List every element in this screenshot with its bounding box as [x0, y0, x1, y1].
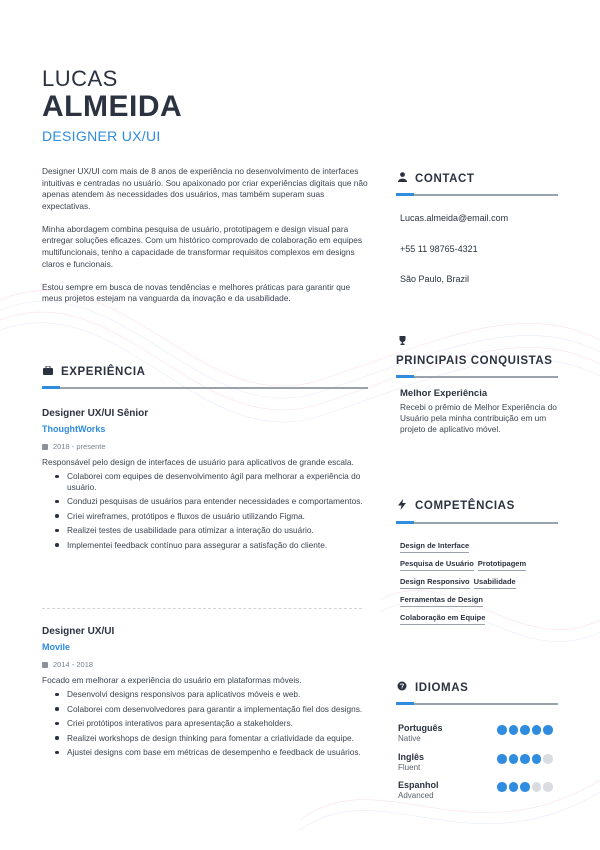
last-name: ALMEIDA — [42, 90, 183, 123]
lightning-icon — [396, 499, 408, 513]
rating-dot-filled — [497, 725, 507, 735]
job-bullet: Desenvolvi designs responsivos para aplicativos móveis e web. — [54, 689, 368, 700]
skill-tag: Pesquisa de Usuário — [400, 559, 474, 571]
experience-section-header — [42, 366, 368, 389]
first-name: LUCAS — [42, 66, 118, 91]
job-dates — [42, 442, 368, 451]
contact-location: São Paulo, Brazil — [400, 274, 470, 284]
summary-section — [42, 166, 368, 316]
trophy-icon — [398, 332, 558, 350]
experience-heading: EXPERIÊNCIA — [61, 366, 146, 378]
briefcase-icon — [42, 366, 54, 378]
globe-icon — [396, 681, 408, 694]
section-divider — [396, 521, 558, 524]
job-separator — [42, 608, 362, 609]
job-company: ThoughtWorks — [42, 424, 106, 434]
achievement-title: Melhor Experiência — [400, 388, 488, 399]
rating-dot-empty — [543, 782, 553, 792]
language-name: Inglês — [398, 752, 425, 762]
calendar-icon — [42, 444, 48, 450]
job-bullet: Ajustei designs com base em métricas de desempenho e feedback de usuários. — [54, 747, 368, 758]
language-item — [398, 780, 558, 800]
rating-dot-filled — [497, 754, 507, 764]
language-level: Fluent — [398, 763, 421, 772]
job-role: Designer UX/UI — [42, 626, 115, 637]
skill-tag: Ferramentas de Design — [400, 595, 483, 607]
language-rating — [497, 754, 555, 764]
language-name: Português — [398, 723, 443, 733]
skills-heading: COMPETÊNCIAS — [415, 500, 515, 512]
language-item — [398, 723, 558, 743]
job-entry — [42, 626, 368, 762]
calendar-icon — [42, 662, 48, 668]
rating-dot-filled — [520, 782, 530, 792]
skill-tag: Prototipagem — [478, 559, 526, 571]
achievements-heading: PRINCIPAIS CONQUISTAS — [396, 355, 553, 367]
contact-phone[interactable]: +55 11 98765-4321 — [400, 244, 478, 254]
rating-dot-filled — [543, 725, 553, 735]
skill-tag: Design de Interface — [400, 541, 469, 553]
rating-dot-filled — [509, 782, 519, 792]
job-entry — [42, 408, 368, 554]
languages-heading: IDIOMAS — [415, 681, 469, 694]
rating-dot-filled — [520, 754, 530, 764]
section-divider — [42, 386, 368, 389]
job-bullet: Realizei testes de usabilidade para otimizar a interação do usuário. — [54, 525, 368, 536]
rating-dot-filled — [532, 725, 542, 735]
section-divider — [396, 375, 558, 378]
contact-section-header — [396, 172, 558, 196]
rating-dot-empty — [532, 782, 542, 792]
job-bullet: Conduzi pesquisas de usuários para entender necessidades e comportamentos. — [54, 496, 368, 507]
achievements-section-header — [396, 332, 558, 378]
language-level: Native — [398, 734, 421, 743]
job-bullets — [42, 471, 368, 550]
job-description: Focado em melhorar a experiência do usuário em plataformas móveis. — [42, 675, 302, 685]
job-bullet: Realizei workshops de design thinking para fomentar a criatividade da equipe. — [54, 733, 368, 744]
language-level: Advanced — [398, 791, 434, 800]
summary-paragraph: Minha abordagem combina pesquisa de usuário, prototipagem e design visual para entregar soluções eficazes. Com um histórico comprovado de colaboração em equipes multifuncionais, tenho a capacidade de transformar requisitos complexos em designs claros e funcionais. — [42, 223, 363, 269]
language-name: Espanhol — [398, 780, 439, 790]
job-dates-text: 2014 - 2018 — [53, 660, 94, 669]
job-role: Designer UX/UI Sênior — [42, 408, 149, 419]
job-bullet: Criei wireframes, protótipos e fluxos de usuário utilizando Figma. — [54, 511, 368, 522]
achievement-description: Recebi o prêmio de Melhor Experiência do Usuário pela minha contribuição em um projeto de aplicativo móvel. — [400, 402, 557, 435]
rating-dot-filled — [520, 725, 530, 735]
language-rating — [497, 725, 555, 735]
job-bullet: Colaborei com desenvolvedores para garantir a implementação fiel dos designs. — [54, 704, 368, 715]
job-dates — [42, 660, 368, 669]
achievement-item — [400, 388, 558, 436]
contact-email[interactable]: Lucas.almeida@email.com — [400, 213, 509, 223]
skill-tag: Colaboração em Equipe — [400, 613, 485, 625]
job-bullet: Colaborei com equipes de desenvolvimento ágil para melhorar a experiência do usuário. — [54, 471, 368, 492]
section-divider — [396, 702, 558, 705]
job-description: Responsável pelo design de interfaces de usuário para aplicativos de grande escala. — [42, 457, 354, 467]
skill-tag: Design Responsivo — [400, 577, 470, 589]
job-company: Movile — [42, 642, 71, 652]
skills-list — [400, 541, 560, 631]
summary-paragraph: Estou sempre em busca de novas tendências e melhores práticas para garantir que meus projetos estejam na vanguarda da inovação e da usabilidade. — [42, 281, 351, 304]
section-divider — [396, 193, 558, 196]
contact-heading: CONTACT — [415, 172, 475, 185]
job-bullet: Implementei feedback contínuo para assegurar a satisfação do cliente. — [54, 540, 368, 551]
skills-section-header — [396, 499, 558, 524]
job-bullets — [42, 689, 368, 758]
rating-dot-filled — [509, 725, 519, 735]
rating-dot-empty — [543, 754, 553, 764]
language-item — [398, 752, 558, 772]
person-icon — [396, 172, 408, 185]
rating-dot-filled — [509, 754, 519, 764]
job-title: DESIGNER UX/UI — [42, 128, 161, 144]
rating-dot-filled — [532, 754, 542, 764]
summary-paragraph: Designer UX/UI com mais de 8 anos de experiência no desenvolvimento de interfaces intuitivas e centradas no usuário. Sou apaixonado por criar experiências digitais que não apenas atendem às necessidades dos usuários, mas também superam suas expectativas. — [42, 166, 368, 211]
languages-section-header — [396, 681, 558, 705]
language-rating — [497, 782, 555, 792]
job-dates-text: 2018 - presente — [53, 442, 106, 451]
skill-tag: Usabilidade — [474, 577, 516, 589]
rating-dot-filled — [497, 782, 507, 792]
job-bullet: Criei protótipos interativos para apresentação a stakeholders. — [54, 718, 368, 729]
